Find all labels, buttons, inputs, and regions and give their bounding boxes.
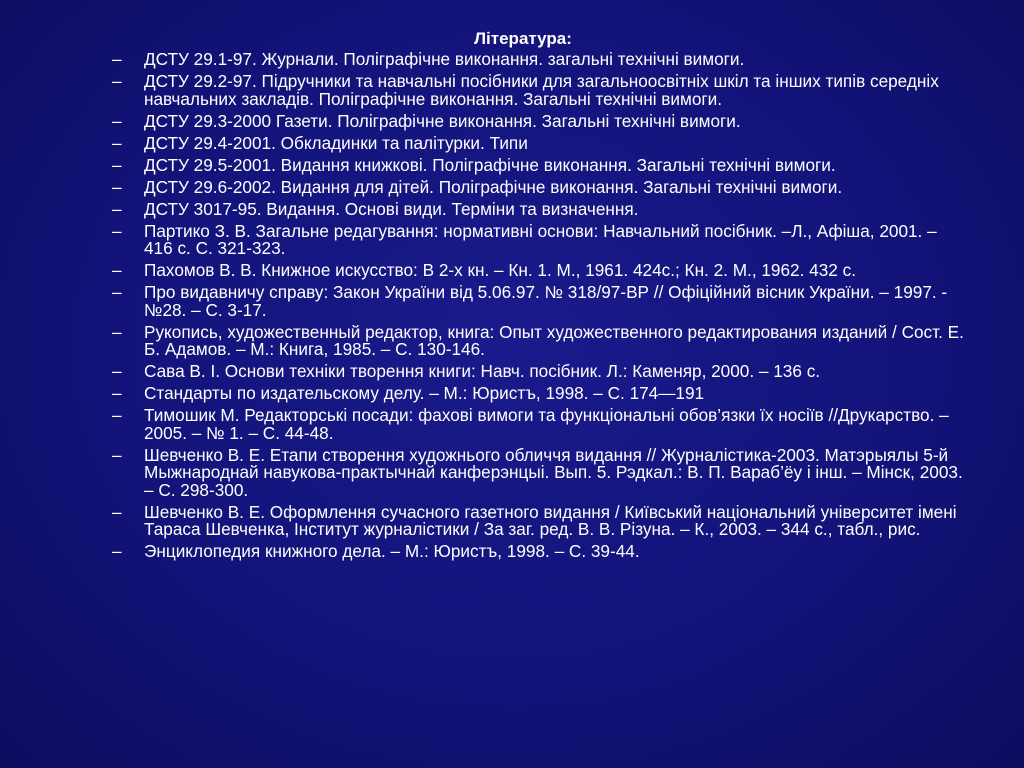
- bullet-dash: –: [112, 444, 122, 465]
- bullet-dash: –: [112, 405, 122, 425]
- reference-text: Тимошик М. Редакторські посади: фахові вимоги та функціональні обов’язки їх носіїв //Друкарство. –2005. – № 1. – С. 44-48.: [144, 405, 949, 443]
- reference-text: Энциклопедия книжного дела. – М.: Юристъ, 1998. – С. 39-44.: [144, 541, 640, 561]
- reference-item: [112, 444, 964, 500]
- reference-item: [112, 73, 964, 108]
- bullet-dash: –: [112, 501, 122, 522]
- reference-item: [112, 363, 964, 381]
- reference-item: [112, 154, 964, 175]
- reference-text: ДСТУ 29.2-97. Підручники та навчальні посібники для загальноосвітніх шкіл та інших типів середніх навчальних закладів. Поліграфічне виконання. Загальні технічні вимоги.: [144, 71, 939, 109]
- reference-text: Партико З. В. Загальне редагування: нормативні основи: Навчальний посібник. –Л., Афіша, 2001. – 416 с. С. 321-323.: [144, 220, 937, 258]
- bullet-dash: –: [112, 383, 122, 403]
- bullet-dash: –: [112, 220, 122, 241]
- reference-item: [112, 51, 964, 69]
- reference-text: ДСТУ 3017-95. Видання. Основі види. Терміни та визначення.: [144, 198, 639, 219]
- reference-text: ДСТУ 29.5-2001. Видання книжкові. Поліграфічне виконання. Загальні технічні вимоги.: [144, 154, 836, 175]
- bullet-dash: –: [112, 282, 122, 302]
- reference-item: [112, 132, 964, 153]
- bullet-dash: –: [112, 110, 122, 131]
- reference-text: Рукопись, художественный редактор, книга: Опыт художественного редактирования изданий / Сост. Е. Б. Адамов. – М.: Книга, 1985. – С. 130-146.: [144, 321, 964, 359]
- slide-heading: Література:: [474, 29, 572, 48]
- bullet-dash: –: [112, 321, 122, 342]
- bullet-dash: –: [112, 49, 122, 69]
- reference-item: [112, 321, 964, 359]
- reference-item: [112, 198, 964, 219]
- reference-text: ДСТУ 29.6-2002. Видання для дітей. Поліграфічне виконання. Загальні технічні вимоги.: [144, 176, 843, 197]
- reference-text: Сава В. І. Основи техніки творення книги: Навч. посібник. Л.: Каменяр, 2000. – 136 с.: [144, 361, 821, 381]
- bullet-dash: –: [112, 71, 122, 91]
- reference-text: Шевченко В. Е. Етапи створення художнього обличчя видання // Журналістика-2003. Матэрыялы 5-й Мыжнароднай навукова-практычнай канферэнцыі. Вып. 5. Рэдкал.: В. П. Вараб’ёу і інш. – Мінск, 2003. – С. 298-300.: [144, 444, 963, 500]
- bullet-dash: –: [112, 154, 122, 175]
- bullet-dash: –: [112, 198, 122, 219]
- reference-item: [112, 262, 964, 280]
- reference-text: Про видавничу справу: Закон України від 5.06.97. № 318/97-ВР // Офіційний вісник України. – 1997. - №28. – С. 3-17.: [144, 282, 948, 320]
- reference-item: [112, 220, 964, 258]
- reference-item: [112, 176, 964, 197]
- bullet-dash: –: [112, 260, 122, 280]
- reference-text: ДСТУ 29.4-2001. Обкладинки та палітурки. Типи: [144, 132, 528, 153]
- reference-text: Пахомов В. В. Книжное искусство: В 2-х кн. – Кн. 1. М., 1961. 424с.; Кн. 2. М., 1962. 432 с.: [144, 260, 856, 280]
- reference-text: ДСТУ 29.3-2000 Газети. Поліграфічне виконання. Загальні технічні вимоги.: [144, 110, 741, 131]
- reference-item: [112, 543, 964, 561]
- reference-item: [112, 284, 964, 319]
- bullet-dash: –: [112, 176, 122, 197]
- reference-item: [112, 501, 964, 539]
- bullet-dash: –: [112, 361, 122, 381]
- bullet-dash: –: [112, 541, 122, 561]
- reference-text: Шевченко В. Е. Оформлення сучасного газетного видання / Київський національний університет імені Тараса Шевченка, Інститут журналістики / За заг. ред. В. В. Різуна. – К., 2003. – 344 с., табл., рис.: [144, 501, 957, 539]
- reference-text: Стандарты по издательскому делу. – М.: Юристъ, 1998. – С. 174—191: [144, 383, 705, 403]
- bullet-dash: –: [112, 132, 122, 153]
- reference-item: [112, 407, 964, 442]
- reference-list: [112, 51, 964, 561]
- reference-item: [112, 110, 964, 131]
- reference-item: [112, 385, 964, 403]
- reference-text: ДСТУ 29.1-97. Журнали. Поліграфічне виконання. загальні технічні вимоги.: [144, 49, 745, 69]
